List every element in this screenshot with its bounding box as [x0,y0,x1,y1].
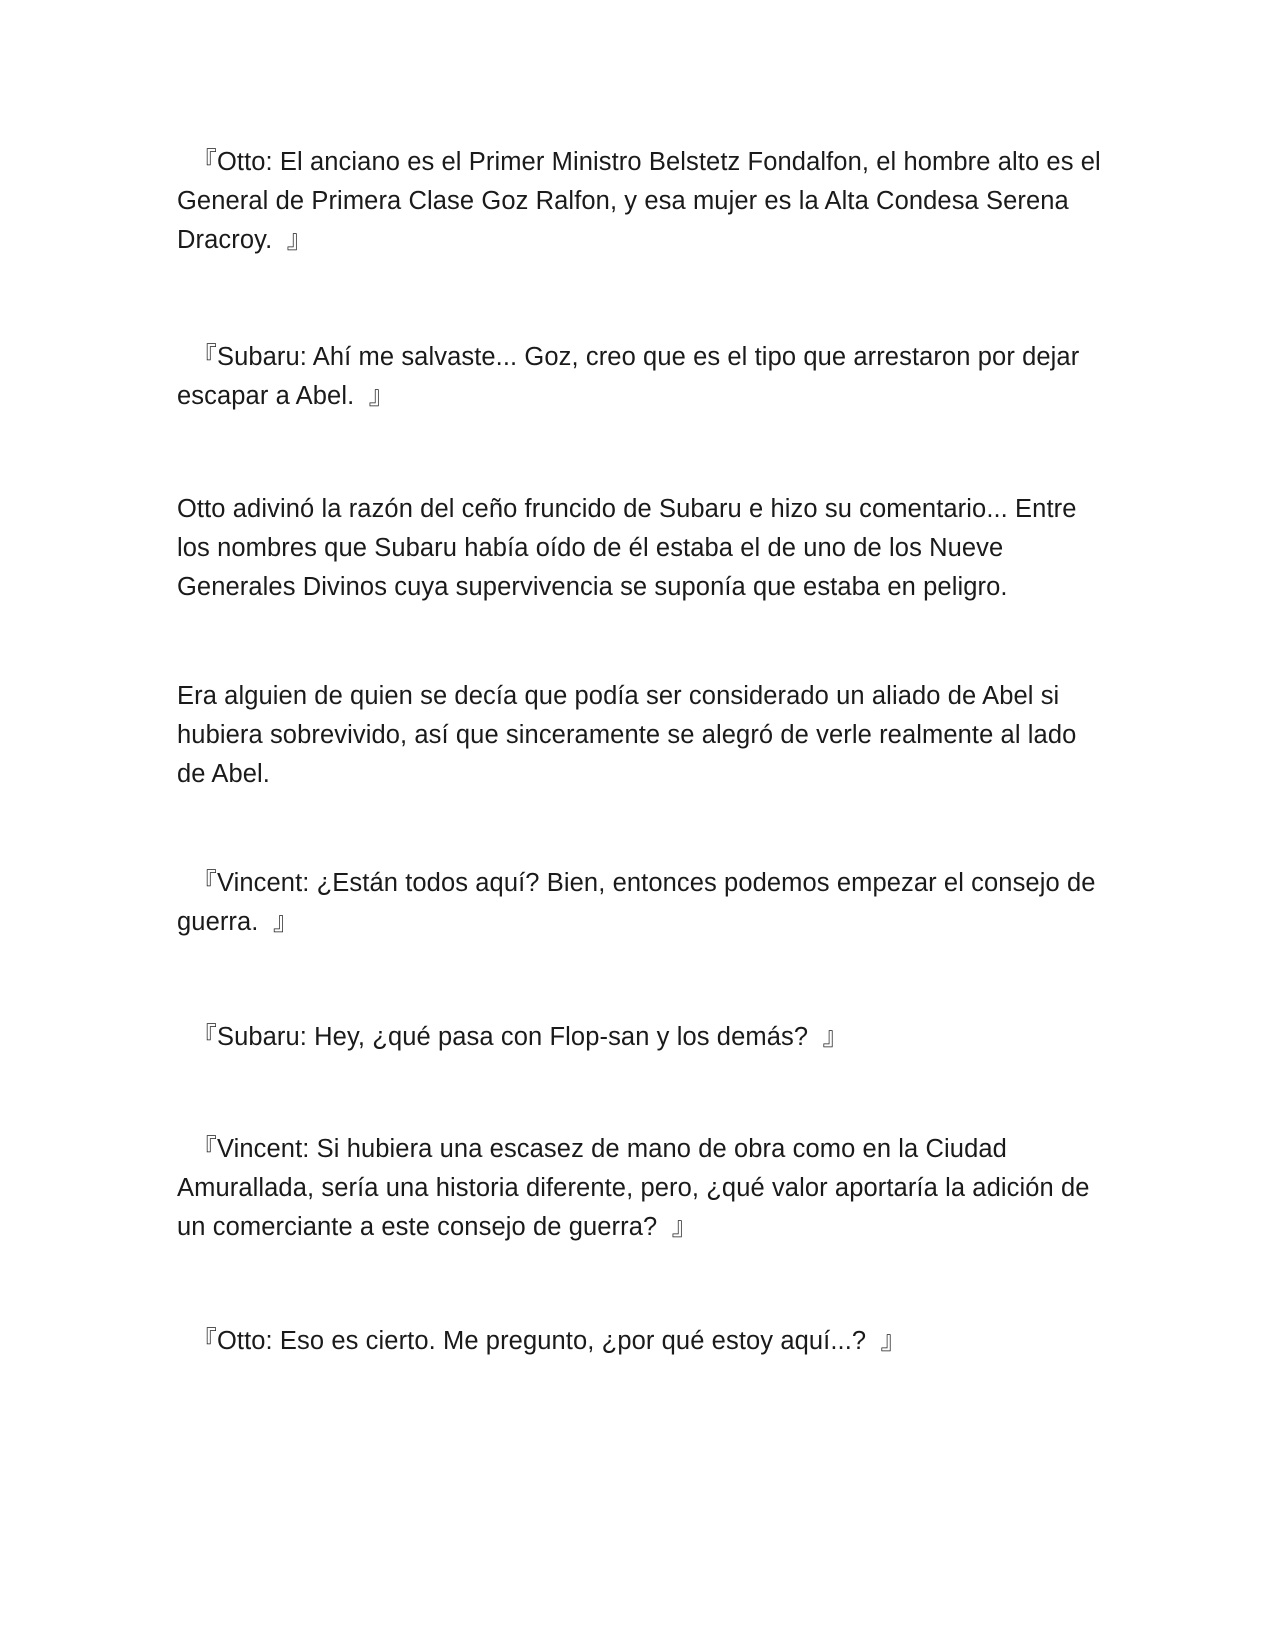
paragraph-subaru-dialogue: 『Subaru: Hey, ¿qué pasa con Flop-san y los demás? 』 [177,1023,849,1051]
paragraph-otto-dialogue: 『Otto: Eso es cierto. Me pregunto, ¿por qué estoy aquí...? 』 [177,1327,907,1355]
paragraph-vincent-dialogue: 『Vincent: Si hubiera una escasez de mano de obra como en la Ciudad Amurallada, sería una historia diferente, pero, ¿qué valor aportaría la adición de un comerciante a este consejo de guerra? 』 [177,1135,1097,1241]
paragraph-vincent-dialogue: 『Vincent: ¿Están todos aquí? Bien, entonces podemos empezar el consejo de guerra. 』 [177,869,1103,936]
paragraph-narration: Era alguien de quien se decía que podía ser considerado un aliado de Abel si hubiera sobrevivido, así que sinceramente se alegró de verle realmente al lado de Abel. [177,682,1084,788]
paragraph-otto-dialogue: 『Otto: El anciano es el Primer Ministro Belstetz Fondalfon, el hombre alto es el General de Primera Clase Goz Ralfon, y esa mujer es la Alta Condesa Serena Dracroy. 』 [177,148,1108,254]
paragraph-subaru-dialogue: 『Subaru: Ahí me salvaste... Goz, creo que es el tipo que arrestaron por dejar escapar a Abel. 』 [177,343,1087,410]
paragraph-narration: Otto adivinó la razón del ceño fruncido de Subaru e hizo su comentario... Entre los nombres que Subaru había oído de él estaba el de uno de los Nueve Generales Divinos cuya supervivencia se suponía que estaba en peligro. [177,495,1084,601]
